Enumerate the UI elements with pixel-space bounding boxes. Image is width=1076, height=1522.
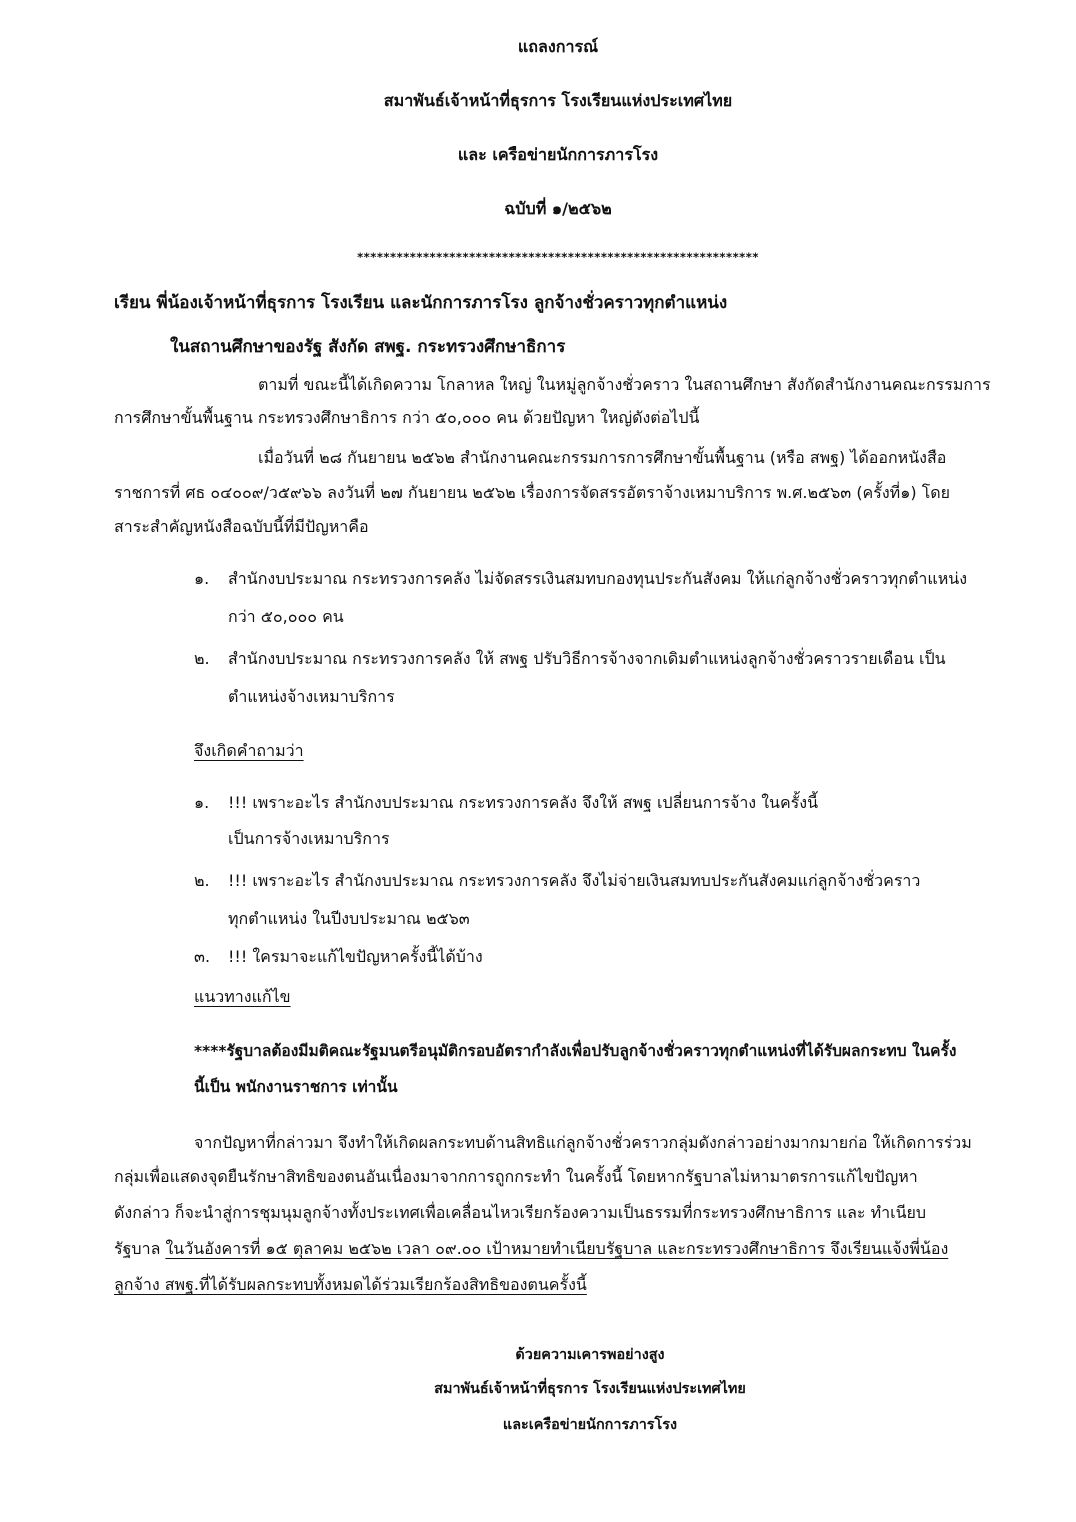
signature-closing: ด้วยความเคารพอย่างสูง (515, 1347, 665, 1363)
conclusion-line-1: จากปัญหาที่กล่าวมา จึงทำให้เกิดผลกระทบด้านสิทธิแก่ลูกจ้างชั่วคราวกลุ่มดังกล่าวอย่างมากมายก่อ ให้เกิดการร่วม (194, 1133, 972, 1152)
signature-org: สมาพันธ์เจ้าหน้าที่ธุรการ โรงเรียนแห่งประเทศไทย (434, 1381, 746, 1397)
salutation-line-2: ในสถานศึกษาของรัฐ สังกัด สพฐ. กระทรวงศึกษาธิการ (170, 337, 566, 357)
solution-line-1: ****รัฐบาลต้องมีมติคณะรัฐมนตรีอนุมัติกรอบอัตรากำลังเพื่อปรับลูกจ้างชั่วคราวทุกตำแหน่งที่ได้รับผลกระทบ ในครั้ง (194, 1042, 957, 1060)
question-1-line-1: !!! เพราะอะไร สำนักงบประมาณ กระทรวงการคลัง จึงให้ สพฐ เปลี่ยนการจ้าง ในครั้งนี้ (228, 793, 818, 812)
problem-1-number: ๑. (194, 569, 210, 588)
intro-p2-line-1: เมื่อวันที่ ๒๘ กันยายน ๒๕๖๒ สำนักงานคณะกรรมการการศึกษาขั้นพื้นฐาน (หรือ สพฐ) ได้ออกหนังสือ (258, 448, 947, 467)
conclusion-line-3: ดังกล่าว ก็จะนำสู่การชุมนุมลูกจ้างทั้งประเทศเพื่อเคลื่อนไหวเรียกร้องความเป็นธรรมที่กระทรวงศึกษาธิการ และ ทำเนียบ (114, 1203, 927, 1222)
solution-line-2: นี้เป็น พนักงานราชการ เท่านั้น (194, 1078, 398, 1096)
conclusion-line-2: กลุ่มเพื่อแสดงจุดยืนรักษาสิทธิของตนอันเนื่องมาจากการถูกกระทำ ในครั้งนี้ โดยหากรัฐบาลไม่หามาตรการแก้ไขปัญหา (114, 1167, 918, 1186)
question-3-number: ๓. (194, 947, 211, 966)
intro-p2-line-2: ราชการที่ ศธ ๐๔๐๐๙/ว๕๙๖๖ ลงวันที่ ๒๗ กันยายน ๒๕๖๒ เรื่องการจัดสรรอัตราจ้างเหมาบริการ พ.ศ.๒๕๖๓ (ครั้งที่๑) โดย (114, 483, 951, 502)
problem-1-line-1: สำนักงบประมาณ กระทรวงการคลัง ไม่จัดสรรเงินสมทบกองทุนประกันสังคม ให้แก่ลูกจ้างชั่วคราวทุกตำแหน่ง (228, 569, 968, 588)
conclusion-line-5-emphasis: ลูกจ้าง สพฐ.ที่ได้รับผลกระทบทั้งหมดได้ร่วมเรียกร้องสิทธิของตนครั้งนี้ (114, 1275, 587, 1294)
issue-number: ฉบับที่ ๑/๒๕๖๒ (504, 199, 612, 218)
conclusion-line-4-lead: รัฐบาล (114, 1239, 166, 1258)
salutation-line-1: เรียน พี่น้องเจ้าหน้าที่ธุรการ โรงเรียน และนักการภารโรง ลูกจ้างชั่วคราวทุกตำแหน่ง (114, 293, 728, 313)
signature-org-2: และเครือข่ายนักการภารโรง (502, 1417, 678, 1433)
solution-heading: แนวทางแก้ไข (194, 987, 291, 1006)
problem-2-line-1: สำนักงบประมาณ กระทรวงการคลัง ให้ สพฐ ปรับวิธีการจ้างจากเดิมตำแหน่งลูกจ้างชั่วคราวรายเดือน เป็น (228, 649, 946, 668)
problem-2-number: ๒. (194, 649, 210, 668)
question-2-number: ๒. (194, 871, 210, 890)
org-name: สมาพันธ์เจ้าหน้าที่ธุรการ โรงเรียนแห่งประเทศไทย (383, 91, 733, 110)
questions-heading: จึงเกิดคำถามว่า (194, 741, 304, 760)
divider: ************************************************************* (357, 250, 759, 264)
question-1-number: ๑. (194, 793, 210, 812)
intro-p1-line-1: ตามที่ ขณะนี้ได้เกิดความ โกลาหล ใหญ่ ในหมู่ลูกจ้างชั่วคราว ในสถานศึกษา สังกัดสำนักงานคณะกรรมการ (258, 375, 991, 394)
question-2-line-2: ทุกตำแหน่ง ในปีงบประมาณ ๒๕๖๓ (228, 909, 470, 928)
org-name-2: และ เครือข่ายนักการภารโรง (457, 145, 659, 164)
question-2-line-1: !!! เพราะอะไร สำนักงบประมาณ กระทรวงการคลัง จึงไม่จ่ายเงินสมทบประกันสังคมแก่ลูกจ้างชั่วคราว (228, 871, 921, 890)
conclusion-line-4 (114, 1238, 948, 1260)
intro-p1-line-2: การศึกษาขั้นพื้นฐาน กระทรวงศึกษาธิการ กว่า ๕๐,๐๐๐ คน ด้วยปัญหา ใหญ่ดังต่อไปนี้ (114, 408, 700, 427)
intro-p2-line-3: สาระสำคัญหนังสือฉบับนี้ที่มีปัญหาคือ (114, 517, 369, 536)
question-1-line-2: เป็นการจ้างเหมาบริการ (228, 829, 390, 848)
problem-2-line-2: ตำแหน่งจ้างเหมาบริการ (228, 687, 395, 706)
problem-1-line-2: กว่า ๕๐,๐๐๐ คน (228, 607, 344, 626)
document-title: แถลงการณ์ (517, 37, 599, 56)
conclusion-line-4-emphasis: ในวันอังคารที่ ๑๕ ตุลาคม ๒๕๖๒ เวลา ๐๙.๐๐ เป้าหมายทำเนียบรัฐบาล และกระทรวงศึกษาธิการ จึงเรียนแจ้งพี่น้อง (165, 1239, 949, 1258)
question-3-line-1: !!! ใครมาจะแก้ไขปัญหาครั้งนี้ได้บ้าง (228, 947, 483, 966)
